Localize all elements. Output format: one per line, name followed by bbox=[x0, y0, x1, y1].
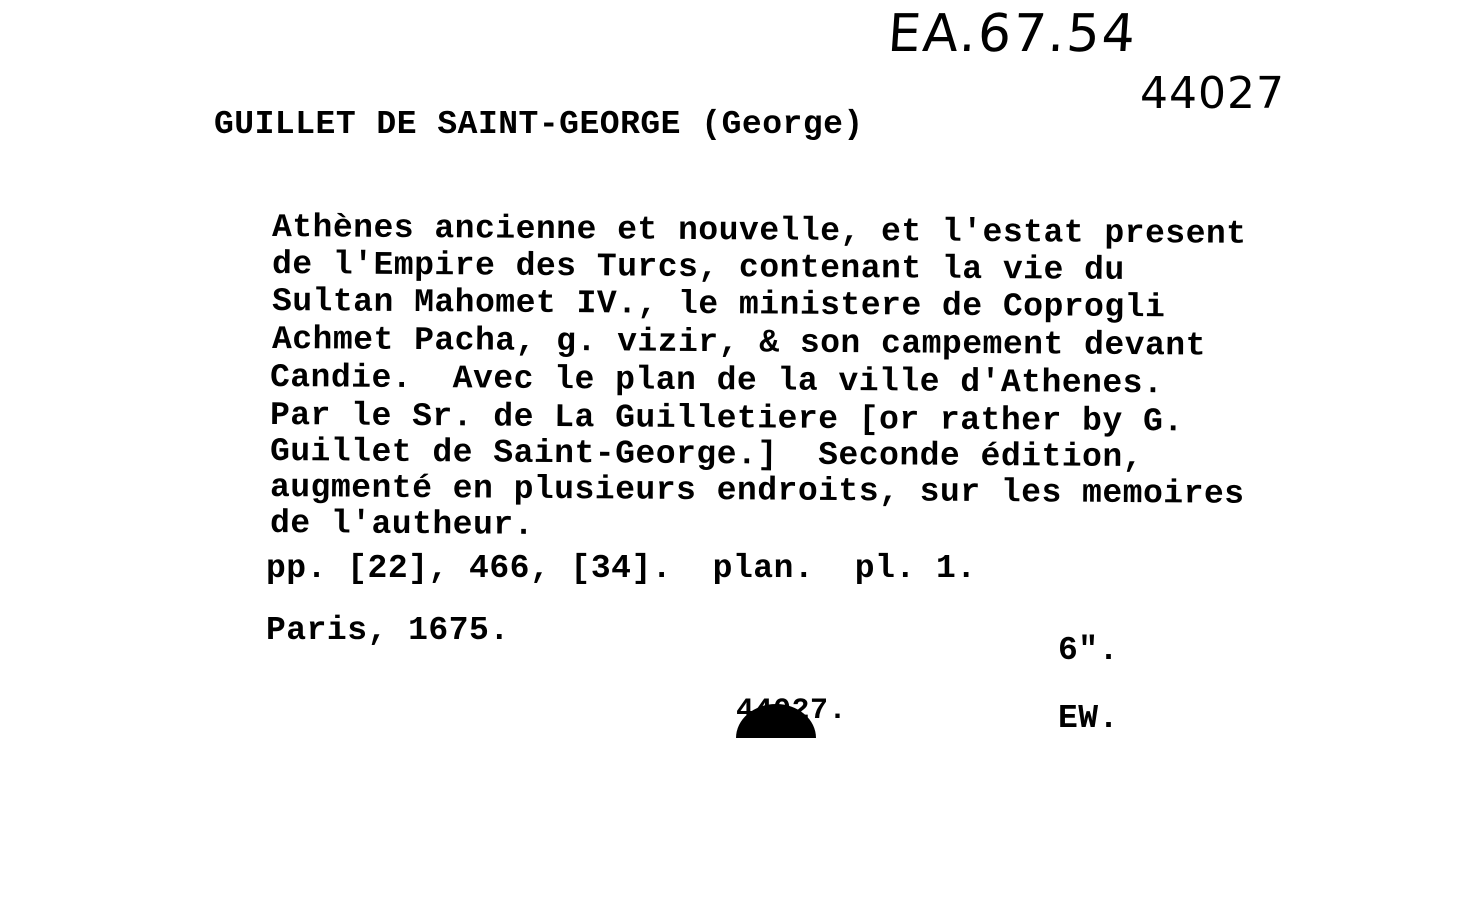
shelfmark: EA.67.54 bbox=[885, 4, 1140, 64]
author-surname: GUILLET DE SAINT-GEORGE bbox=[214, 106, 681, 143]
size-note: 6". bbox=[1058, 632, 1119, 669]
accession-number: 44027 bbox=[1140, 68, 1285, 119]
author-heading bbox=[214, 106, 864, 143]
title-line: Par le Sr. de La Guilletiere [or rather by G. bbox=[269, 397, 1184, 441]
title-line: Sultan Mahomet IV., le ministere de Coprogli bbox=[271, 283, 1166, 327]
collation: pp. [22], 466, [34]. plan. pl. 1. bbox=[266, 550, 977, 587]
stamp-number: 44027. bbox=[736, 694, 848, 728]
title-line: Athènes ancienne et nouvelle, et l'estat present bbox=[271, 209, 1247, 253]
title-line: de l'Empire des Turcs, contenant la vie du bbox=[271, 246, 1125, 289]
stamp bbox=[736, 694, 876, 738]
title-line: Guillet de Saint-George.] Seconde édition, bbox=[269, 433, 1144, 477]
title-line: Candie. Avec le plan de la ville d'Athenes. bbox=[269, 359, 1164, 403]
title-line: augmenté en plusieurs endroits, sur les memoires bbox=[269, 469, 1245, 513]
author-given-name: (George) bbox=[701, 106, 864, 143]
title-line: Achmet Pacha, g. vizir, & son campement devant bbox=[271, 321, 1207, 365]
imprint: Paris, 1675. bbox=[266, 612, 510, 649]
cataloger-initials: EW. bbox=[1058, 700, 1119, 737]
title-line: de l'autheur. bbox=[269, 505, 535, 544]
